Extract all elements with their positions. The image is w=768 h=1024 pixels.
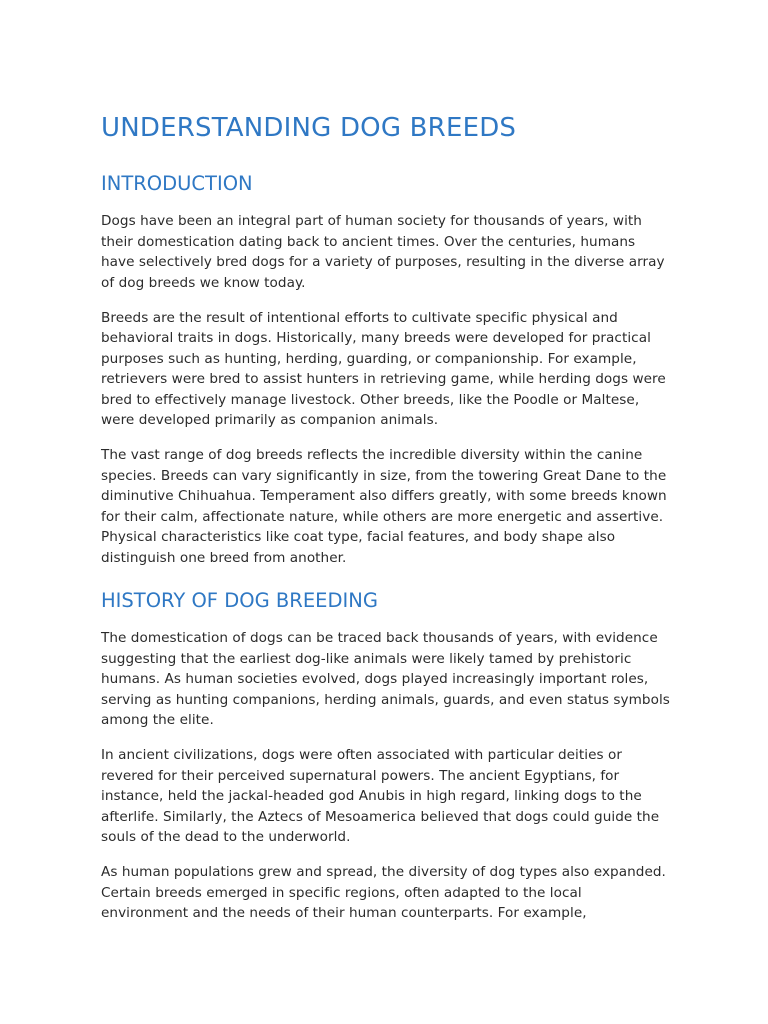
section-introduction	[101, 170, 671, 568]
paragraph: Breeds are the result of intentional efforts to cultivate specific physical and behavioral traits in dogs. Historically, many breeds were developed for practical purposes such as hunting, herding, guarding, or companionship. For example, retrievers were bred to assist hunters in retrieving game, while herding dogs were bred to effectively manage livestock. Other breeds, like the Poodle or Maltese, were developed primarily as companion animals.	[101, 309, 666, 428]
paragraph: Dogs have been an integral part of human society for thousands of years, with their domestication dating back to ancient times. Over the centuries, humans have selectively bred dogs for a variety of purposes, resulting in the diverse array of dog breeds we know today.	[101, 213, 665, 291]
section-history	[101, 587, 671, 924]
paragraph: The domestication of dogs can be traced back thousands of years, with evidence suggesting that the earliest dog-like animals were likely tamed by prehistoric humans. As human societies evolved, dogs played increasingly important roles, serving as hunting companions, herding animals, guards, and even status symbols among the elite.	[101, 630, 670, 728]
paragraph: The vast range of dog breeds reflects the incredible diversity within the canine species. Breeds can vary significantly in size, from the towering Great Dane to the diminutive Chihuahua. Temperament also differs greatly, with some breeds known for their calm, affectionate nature, while others are more energetic and assertive. Physical characteristics like coat type, facial features, and body shape also distinguish one breed from another.	[101, 447, 667, 566]
section-heading-history: HISTORY OF DOG BREEDING	[101, 589, 378, 612]
document-page	[101, 110, 671, 938]
title-block	[101, 110, 671, 146]
paragraph: As human populations grew and spread, the diversity of dog types also expanded. Certain breeds emerged in specific regions, often adapted to the local environment and the needs of their human counterparts. For example,	[101, 864, 666, 921]
document-title: UNDERSTANDING DOG BREEDS	[101, 113, 517, 143]
section-heading-introduction: INTRODUCTION	[101, 172, 253, 195]
paragraph: In ancient civilizations, dogs were often associated with particular deities or revered for their perceived supernatural powers. The ancient Egyptians, for instance, held the jackal-headed god Anubis in high regard, linking dogs to the afterlife. Similarly, the Aztecs of Mesoamerica believed that dogs could guide the souls of the dead to the underworld.	[101, 747, 660, 845]
